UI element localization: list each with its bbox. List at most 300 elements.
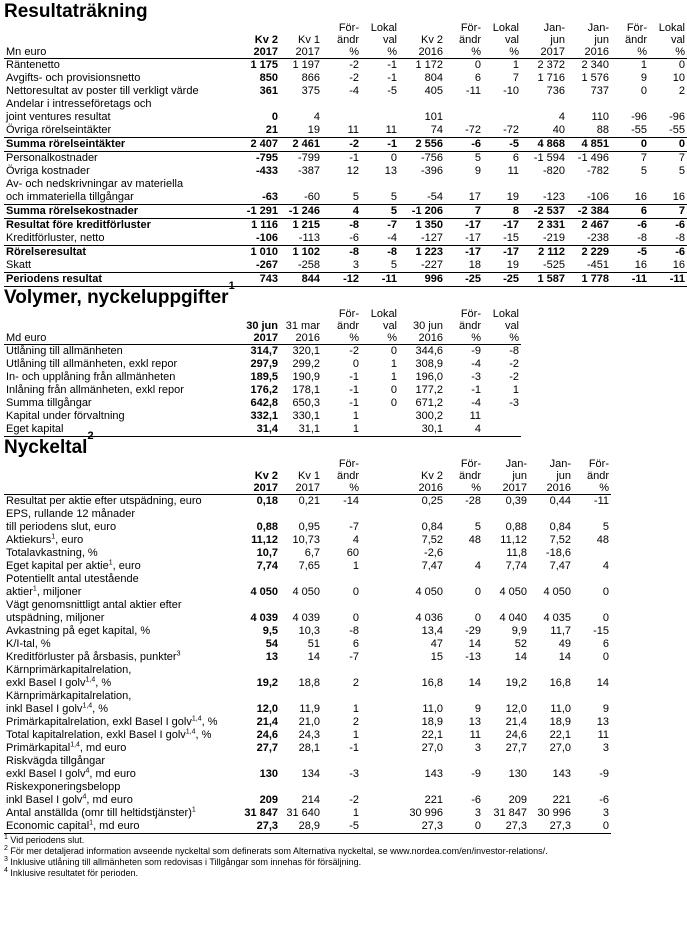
value-cell: 31,4 — [236, 423, 280, 437]
value-cell — [573, 690, 611, 703]
column-header — [361, 482, 399, 495]
value-cell: 189,5 — [250, 371, 278, 383]
column-header: 30 jun — [413, 320, 443, 332]
footnote-number: 4 — [4, 867, 8, 874]
value-cell — [529, 664, 573, 677]
row-label — [4, 794, 236, 807]
value-cell — [529, 781, 573, 794]
value-cell: 10,3 — [298, 625, 320, 637]
value-cell: 19 — [483, 191, 521, 205]
value-cell: 6,7 — [304, 547, 320, 559]
value-cell: -63 — [236, 191, 280, 205]
header-label — [4, 22, 236, 34]
footnote-number: 3 — [4, 856, 8, 863]
value-cell: 0,39 — [505, 495, 527, 507]
column-header: Kv 2 — [254, 470, 278, 482]
value-cell: 0,21 — [298, 495, 320, 507]
header-row — [4, 22, 687, 34]
value-cell: -106 — [236, 232, 280, 246]
value-cell — [573, 781, 611, 794]
value-cell — [573, 664, 611, 677]
column-header — [280, 22, 322, 34]
column-header: % — [322, 46, 361, 59]
value-cell: 13 — [265, 651, 278, 663]
value-cell: 9 — [474, 703, 481, 715]
value-cell — [483, 111, 521, 124]
value-cell: 74 — [399, 124, 445, 138]
value-cell: 7 — [649, 205, 687, 219]
column-header: 31 mar — [285, 320, 320, 332]
value-cell — [399, 178, 445, 191]
value-cell: -1 496 — [577, 152, 609, 164]
row-label-suffix: , md euro — [89, 768, 136, 780]
value-cell — [280, 690, 322, 703]
row-label — [4, 586, 236, 599]
value-cell — [361, 768, 399, 781]
value-cell: 642,8 — [250, 397, 278, 409]
value-cell: 6 — [352, 638, 359, 650]
value-cell — [361, 755, 399, 768]
footnote-ref: 4 — [85, 767, 90, 775]
value-cell: -17 — [465, 246, 481, 258]
value-cell — [361, 599, 399, 612]
value-cell: 4 — [558, 111, 565, 123]
value-cell: 3 — [602, 807, 609, 819]
value-cell: -127 — [399, 232, 445, 246]
value-cell — [236, 98, 280, 111]
value-cell: -451 — [567, 259, 611, 273]
value-cell: 12,0 — [256, 703, 278, 715]
value-cell: 7,47 — [549, 560, 571, 572]
column-header: Kv 2 — [420, 34, 443, 46]
value-cell — [361, 410, 399, 423]
column-header: För- — [338, 308, 359, 320]
value-cell — [361, 781, 399, 794]
value-cell: 6 — [474, 72, 481, 84]
value-cell: -3 — [349, 768, 359, 780]
column-header: Kv 1 — [297, 34, 320, 46]
value-cell: 844 — [280, 273, 322, 287]
table-row — [4, 59, 687, 73]
value-cell: 11 — [322, 124, 361, 138]
value-cell: 190,9 — [292, 371, 320, 383]
row-label: Av- och nedskrivningar av materiella — [6, 178, 184, 190]
value-cell: 5 — [602, 521, 609, 533]
value-cell: 22,1 — [549, 729, 571, 741]
table-row — [4, 729, 611, 742]
footnote-ref: 1,4 — [70, 741, 80, 749]
row-label-text: Resultat per aktie efter utspädning, euro — [6, 495, 202, 507]
value-cell: 17 — [445, 191, 483, 205]
value-cell: -7 — [387, 219, 397, 231]
table-row — [4, 138, 687, 152]
value-cell: -8 — [349, 246, 359, 258]
header-row — [4, 34, 687, 46]
value-cell: 0,88 — [256, 521, 278, 533]
value-cell — [573, 547, 611, 560]
value-cell: 24,3 — [298, 729, 320, 741]
value-cell: -820 — [542, 165, 565, 177]
row-label — [4, 820, 236, 834]
value-cell — [483, 508, 529, 521]
row-label-text: Primärkapital — [6, 742, 71, 754]
column-header: ändr — [458, 470, 481, 482]
value-cell: 16 — [649, 191, 687, 205]
table-row — [4, 495, 611, 509]
row-label: Utlåning till allmänheten, exkl repor — [6, 358, 178, 370]
value-cell: 27,3 — [529, 820, 573, 834]
value-cell — [611, 98, 649, 111]
value-cell: 1 — [352, 703, 359, 715]
value-cell — [483, 410, 521, 423]
value-cell: 47 — [430, 638, 443, 650]
column-header: För- — [338, 458, 359, 470]
value-cell: 54 — [265, 638, 278, 650]
row-label: Räntenetto — [6, 59, 60, 71]
table-row — [4, 273, 687, 287]
value-cell: 2 340 — [581, 59, 609, 71]
value-cell: -54 — [399, 191, 445, 205]
column-header: ändr — [336, 34, 359, 46]
value-cell: 19 — [280, 124, 322, 138]
value-cell: 4 050 — [499, 586, 527, 598]
column-header: För- — [338, 22, 359, 34]
column-header: 2016 — [399, 46, 445, 59]
row-label-text: Kreditförluster på årsbasis, punkter — [6, 651, 177, 663]
value-cell: -387 — [297, 165, 320, 177]
value-cell: 300,2 — [415, 410, 443, 422]
value-cell: -10 — [503, 85, 519, 97]
value-cell: 7,74 — [505, 560, 527, 572]
column-header: 2016 — [280, 332, 322, 345]
value-cell — [483, 781, 529, 794]
value-cell: 1 350 — [415, 219, 443, 231]
column-header: ändr — [458, 34, 481, 46]
value-cell: 3 — [474, 742, 481, 754]
value-cell: -5 — [387, 85, 397, 97]
header-label — [4, 308, 236, 320]
value-cell — [280, 599, 322, 612]
value-cell: -3 — [509, 397, 519, 409]
value-cell: -72 — [483, 124, 521, 138]
value-cell: 0 — [611, 138, 649, 152]
row-label — [4, 768, 236, 781]
value-cell: 4 — [445, 423, 483, 437]
value-cell: 18,8 — [298, 677, 320, 689]
value-cell: 11,7 — [550, 625, 571, 637]
value-cell: -2 — [349, 72, 359, 84]
table-row — [4, 625, 611, 638]
value-cell: 375 — [301, 85, 320, 97]
value-cell — [236, 690, 280, 703]
table-row — [4, 820, 611, 834]
value-cell: 1 — [352, 560, 359, 572]
row-label-text: Primärkapitalrelation, exkl Basel I golv — [6, 716, 192, 728]
column-header: För- — [460, 308, 481, 320]
row-label — [4, 560, 236, 573]
value-cell: 5 — [361, 259, 399, 273]
value-cell: 11 — [469, 729, 481, 741]
table-row — [4, 677, 611, 690]
value-cell: 30,1 — [399, 423, 445, 437]
value-cell: 5 — [640, 165, 647, 177]
value-cell — [236, 755, 280, 768]
table-row — [4, 178, 687, 191]
value-cell: -5 — [483, 138, 521, 152]
value-cell — [361, 547, 399, 560]
value-cell: 11 — [507, 165, 519, 177]
row-label-text: inkl Basel I golv — [6, 794, 83, 806]
value-cell: 2 556 — [399, 138, 445, 152]
table-row — [4, 124, 687, 138]
footnote-ref: 1,4 — [82, 702, 93, 710]
value-cell: 0 — [573, 820, 611, 834]
value-cell: 48 — [468, 534, 481, 546]
value-cell: -8 — [349, 625, 359, 637]
row-label: joint ventures resultat — [6, 111, 111, 123]
row-label: Kreditförluster, netto — [4, 232, 236, 246]
value-cell — [399, 664, 445, 677]
value-cell — [361, 651, 399, 664]
value-cell: 314,7 — [250, 345, 278, 357]
table-row — [4, 345, 521, 359]
value-cell: -1 291 — [236, 205, 280, 219]
value-cell — [483, 423, 521, 437]
value-cell: 0 — [474, 59, 481, 71]
row-label: Summa rörelsekostnader — [4, 205, 236, 219]
volumes-title-text: Volymer, nyckeluppgifter — [4, 287, 229, 308]
column-header: ändr — [458, 320, 481, 332]
value-cell: 1 — [352, 807, 359, 819]
value-cell — [280, 573, 322, 586]
column-header: 2017 — [483, 482, 529, 495]
column-header: % — [611, 46, 649, 59]
footnote — [4, 846, 647, 857]
value-cell — [322, 599, 361, 612]
row-label: Periodens resultat — [4, 273, 236, 287]
table-row — [4, 638, 611, 651]
value-cell: -433 — [255, 165, 278, 177]
row-label-suffix: , % — [195, 729, 212, 741]
value-cell — [529, 573, 573, 586]
table-row — [4, 534, 611, 547]
table-row — [4, 521, 611, 534]
table-row — [4, 358, 521, 371]
footnote-number: 1 — [4, 834, 8, 841]
value-cell — [361, 612, 399, 625]
value-cell: -6 — [675, 219, 685, 231]
value-cell: -8 — [649, 232, 687, 246]
value-cell — [483, 98, 521, 111]
value-cell — [361, 423, 399, 437]
value-cell: -11 — [611, 273, 649, 287]
value-cell: 16,8 — [549, 677, 571, 689]
table-row — [4, 205, 687, 219]
column-header: 2017 — [280, 46, 322, 59]
value-cell — [399, 98, 445, 111]
row-label-text: Kärnprimärkapitalrelation, — [6, 664, 132, 676]
row-label: Nettoresultat av poster till verkligt värde — [6, 85, 199, 97]
column-header: % — [483, 332, 521, 345]
value-cell: 0 — [474, 612, 481, 624]
value-cell: 4 851 — [567, 138, 611, 152]
value-cell: 4 — [352, 534, 359, 546]
value-cell: -1 246 — [280, 205, 322, 219]
value-cell: 7 — [678, 152, 685, 164]
value-cell: 0 — [390, 152, 397, 164]
row-label-text: Potentiellt antal utestående — [6, 573, 139, 585]
table-row — [4, 547, 611, 560]
table-row — [4, 397, 521, 410]
table-row — [4, 508, 611, 521]
value-cell: -4 — [361, 232, 399, 246]
value-cell — [445, 599, 483, 612]
value-cell — [529, 599, 573, 612]
value-cell: 31,1 — [280, 423, 322, 437]
column-header: val — [504, 34, 519, 46]
table-row — [4, 85, 687, 98]
key-ratios-title — [4, 430, 647, 458]
value-cell: -15 — [593, 625, 609, 637]
value-cell: 9 — [640, 72, 647, 84]
value-cell: 5 — [474, 521, 481, 533]
column-header — [280, 458, 322, 470]
column-header: % — [361, 332, 399, 345]
footnote — [4, 868, 647, 879]
value-cell: 1 — [512, 59, 519, 71]
value-cell: 48 — [596, 534, 609, 546]
value-cell: 7,74 — [256, 560, 278, 572]
column-header: Jan- — [549, 458, 571, 470]
value-cell: -9 — [471, 768, 481, 780]
value-cell: 5 — [474, 152, 481, 164]
value-cell — [649, 178, 687, 191]
table-row — [4, 716, 611, 729]
value-cell: 7 — [445, 205, 483, 219]
value-cell: 19,2 — [505, 677, 527, 689]
header-row — [4, 308, 521, 320]
value-cell: -72 — [445, 124, 483, 138]
value-cell: -1 594 — [533, 152, 565, 164]
row-label — [4, 755, 236, 768]
table-row — [4, 191, 687, 205]
value-cell: 209 — [259, 794, 278, 806]
value-cell — [236, 508, 280, 521]
value-cell: 130 — [508, 768, 527, 780]
value-cell: 14 — [596, 677, 609, 689]
column-header: % — [573, 482, 611, 495]
value-cell: 671,2 — [415, 397, 443, 409]
value-cell: 0 — [602, 612, 609, 624]
column-header: % — [445, 46, 483, 59]
table-row — [4, 651, 611, 664]
value-cell: 7,52 — [549, 534, 571, 546]
value-cell: 27,3 — [399, 820, 445, 834]
row-label — [4, 625, 236, 638]
row-label-suffix: , % — [92, 703, 109, 715]
value-cell: 1 576 — [581, 72, 609, 84]
row-label-text: aktier — [6, 586, 33, 598]
value-cell — [361, 703, 399, 716]
value-cell: -1 — [387, 72, 397, 84]
table-row — [4, 165, 687, 178]
value-cell: 650,3 — [292, 397, 320, 409]
value-cell: 2 — [352, 677, 359, 689]
header-row — [4, 332, 521, 345]
value-cell: 2 372 — [537, 59, 565, 71]
row-label: och immateriella tillgångar — [4, 191, 236, 205]
value-cell: 4 050 — [543, 586, 571, 598]
value-cell: 13,4 — [421, 625, 443, 637]
value-cell: -11 — [361, 273, 399, 287]
value-cell: 0,88 — [505, 521, 527, 533]
column-header: jun — [594, 34, 609, 46]
row-label-suffix: , md euro — [93, 820, 140, 832]
value-cell: 0 — [390, 384, 397, 396]
value-cell: 11,8 — [506, 547, 527, 559]
value-cell: -11 — [649, 273, 687, 287]
row-label-suffix: , md euro — [86, 794, 133, 806]
table-row — [4, 259, 687, 273]
value-cell: -1 206 — [399, 205, 445, 219]
table-row — [4, 807, 611, 820]
footnote-ref: 1 — [32, 585, 37, 593]
table-row — [4, 599, 611, 612]
value-cell: -267 — [236, 259, 280, 273]
value-cell: 5 — [678, 165, 685, 177]
value-cell: 1 215 — [292, 219, 320, 231]
value-cell: 134 — [301, 768, 320, 780]
key-ratios-table — [4, 458, 611, 834]
row-label-text: exkl Basel I golv — [6, 677, 86, 689]
table-row — [4, 410, 521, 423]
column-header — [399, 458, 445, 470]
value-cell: -8 — [349, 219, 359, 231]
value-cell — [361, 677, 399, 690]
row-label: Summa tillgångar — [6, 397, 92, 409]
footnote-ref: 1 — [108, 559, 113, 567]
value-cell: 1 116 — [251, 219, 278, 231]
row-label: Skatt — [4, 259, 236, 273]
value-cell: 19,2 — [256, 677, 278, 689]
column-header: % — [483, 46, 521, 59]
value-cell: -8 — [509, 345, 519, 357]
value-cell: 737 — [590, 85, 609, 97]
value-cell: 130 — [259, 768, 278, 780]
row-label: Övriga kostnader — [6, 165, 90, 177]
value-cell — [236, 664, 280, 677]
row-label: Avgifts- och provisionsnetto — [6, 72, 141, 84]
column-header: ändr — [336, 320, 359, 332]
value-cell: 51 — [307, 638, 320, 650]
footnote-ref: 1 — [191, 806, 196, 814]
value-cell: 344,6 — [415, 345, 443, 357]
column-header: Lokal — [370, 22, 397, 34]
value-cell: 12,0 — [505, 703, 527, 715]
value-cell — [280, 508, 322, 521]
row-label: Inlåning från allmänheten, exkl repor — [6, 384, 184, 396]
value-cell: 4 — [322, 205, 361, 219]
value-cell: -756 — [420, 152, 443, 164]
row-label: In- och upplåning från allmänheten — [6, 371, 176, 383]
column-header: Lokal — [370, 308, 397, 320]
header-label: Md euro — [4, 332, 236, 345]
value-cell: -2 — [509, 358, 519, 370]
value-cell — [361, 807, 399, 820]
row-label — [4, 508, 236, 521]
value-cell: 6 — [602, 638, 609, 650]
value-cell — [399, 599, 445, 612]
